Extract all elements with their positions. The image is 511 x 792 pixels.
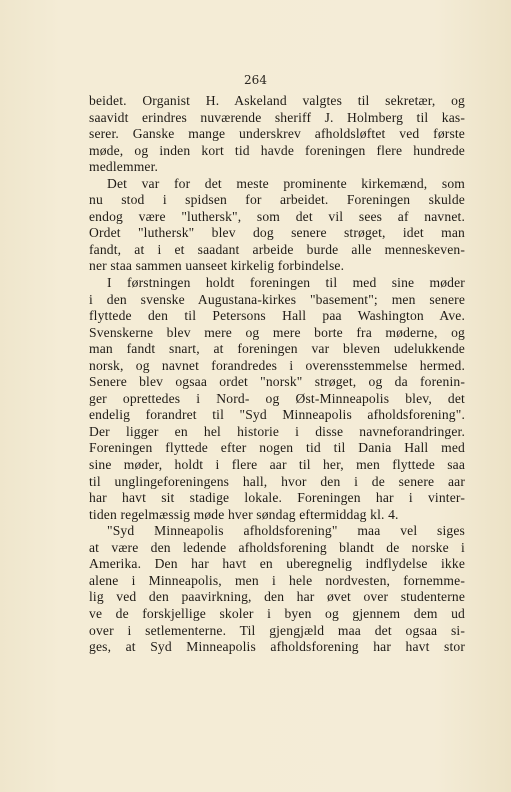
text-line: ner staa sammen uanseet kirkelig forbindelse. [89, 258, 345, 274]
text-line: saavidt erindres nuværende sheriff J. Holmberg til kas- [89, 109, 465, 125]
text-line: nu stod i spidsen for arbeidet. Foreningen skulde [89, 192, 465, 208]
text-line: Det var for det meste prominente kirkemænd, som [107, 175, 465, 191]
text-line: man fandt snart, at foreningen var bleven udelukkende [89, 341, 465, 357]
text-line: "Syd Minneapolis afholdsforening" maa vel siges [107, 523, 465, 539]
body-text [89, 93, 465, 656]
text-line: at være den ledende afholdsforening blandt de norske i [89, 539, 465, 555]
text-line: tiden regelmæssig møde hver søndag eftermiddag kl. 4. [89, 506, 399, 522]
text-line: I førstningen holdt foreningen til med sine møder [107, 275, 465, 291]
text-line: ger oprettedes i Nord- og Øst-Minneapolis blev, det [89, 390, 465, 406]
text-line: alene i Minneapolis, men i hele nordvesten, fornemme- [89, 572, 465, 588]
text-line: norsk, og navnet forandredes i overensstemmelse hermed. [89, 357, 465, 373]
text-line: Der ligger en hel historie i disse navneforandringer. [89, 423, 465, 439]
text-line: medlemmer. [89, 159, 159, 175]
text-line: møde, og inden kort tid havde foreningen flere hundrede [89, 142, 465, 158]
text-line: Senere blev ogsaa ordet "norsk" strøget, og da forenin- [89, 374, 465, 390]
text-line: beidet. Organist H. Askeland valgtes til sekretær, og [89, 93, 465, 108]
text-line: sine møder, holdt i flere aar til her, men flyttede saa [89, 457, 465, 473]
text-line: Amerika. Den har havt en uberegnelig indflydelse ikke [89, 556, 465, 572]
text-line: Foreningen flyttede efter nogen tid til Dania Hall med [89, 440, 465, 456]
text-line: ges, at Syd Minneapolis afholdsforening har havt stor [89, 639, 465, 655]
text-line: endog være "luthersk", som det vil sees af navnet. [89, 208, 465, 224]
text-line: Svenskerne blev mere og mere borte fra møderne, og [89, 324, 465, 340]
text-line: lig ved den paavirkning, den har øvet over studenterne [89, 589, 465, 605]
text-line: har havt sit stadige lokale. Foreningen har i vinter- [89, 490, 465, 506]
text-line: fandt, at i et saadant arbeide burde alle menneskeven- [89, 241, 465, 257]
text-line: endelig forandret til "Syd Minneapolis afholdsforening". [89, 407, 465, 423]
text-line: i den svenske Augustana-kirkes "basement"; men senere [89, 291, 465, 307]
text-line: til unglingeforeningens hall, hvor den i de senere aar [89, 473, 465, 489]
page-number: 264 [244, 73, 267, 87]
text-line: serer. Ganske mange underskrev afholdsløftet ved første [89, 126, 465, 142]
text-line: ve de forskjellige skoler i byen og gjennem dem ud [89, 605, 465, 621]
text-line: Ordet "luthersk" blev dog senere strøget, idet man [89, 225, 465, 241]
text-line: over i setlementerne. Til gjengjæld maa det ogsaa si- [89, 622, 465, 638]
text-line: flyttede den til Petersons Hall paa Washington Ave. [89, 308, 465, 324]
